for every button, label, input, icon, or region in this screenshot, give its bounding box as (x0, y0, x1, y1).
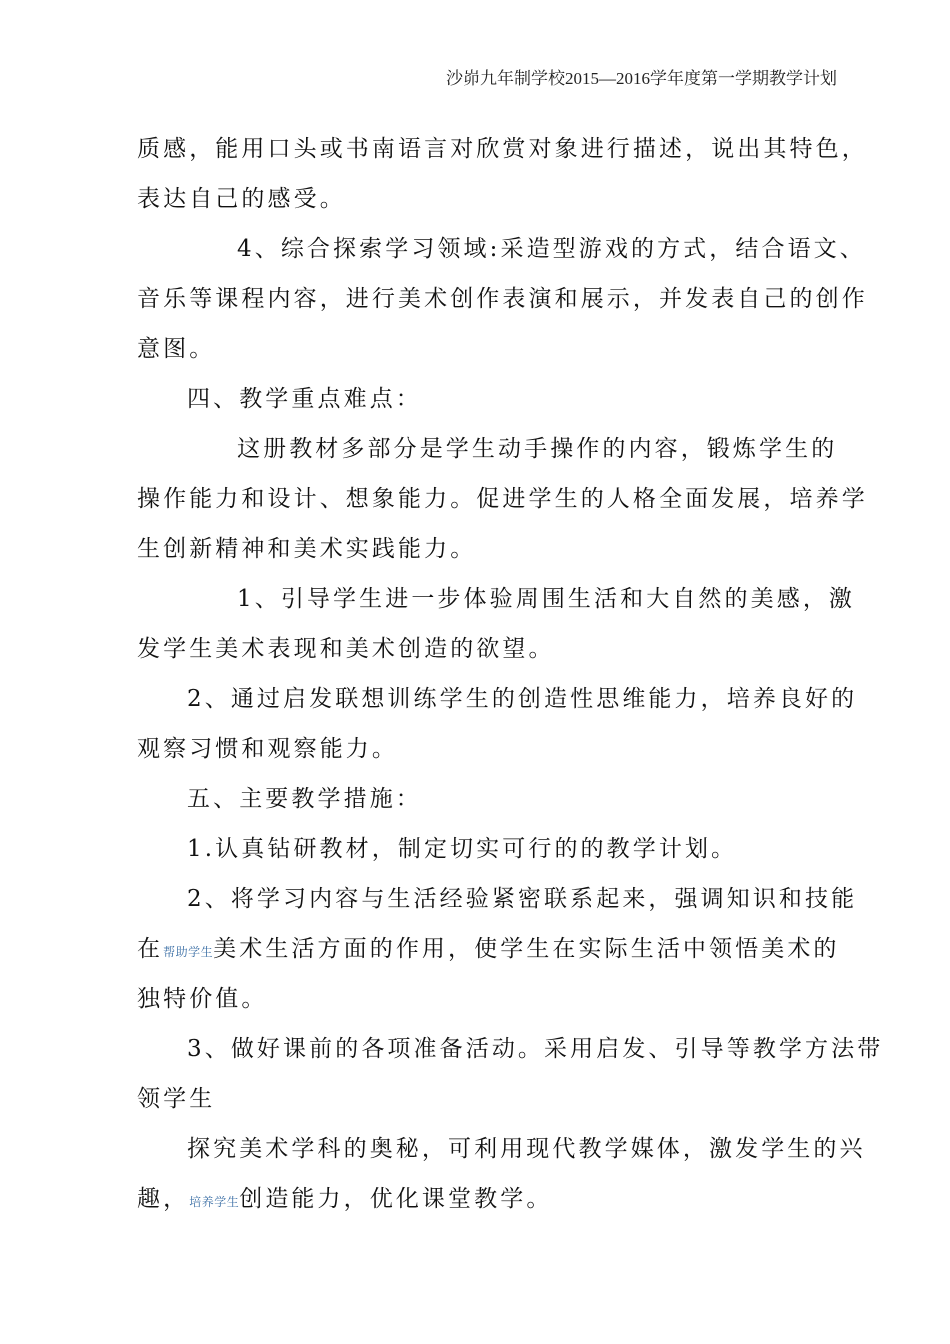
section-heading: 五、主要教学措施： (187, 786, 422, 812)
line-text: 创造能力，优化课堂教学。 (239, 1186, 553, 1212)
line-text: 趣， (137, 1186, 190, 1212)
body-line: 1.认真钻研教材，制定切实可行的的教学计划。 (187, 836, 738, 862)
body-line: 1、引导学生进一步体验周围生活和大自然的美感，激 (237, 586, 856, 612)
body-line: 发学生美术表现和美术创造的欲望。 (137, 636, 555, 662)
body-line: 领学生 (137, 1086, 216, 1112)
body-line: 2、将学习内容与生活经验紧密联系起来，强调知识和技能 (187, 886, 858, 912)
body-line: 表达自己的感受。 (137, 186, 346, 212)
body-line: 3、做好课前的各项准备活动。采用启发、引导等教学方法带 (187, 1036, 884, 1062)
inline-note: 培养学生 (189, 1195, 240, 1209)
line-text: 在 (137, 936, 164, 962)
body-line: 探究美术学科的奥秘，可利用现代教学媒体，激发学生的兴 (187, 1136, 866, 1162)
document-body (137, 124, 884, 1224)
inline-note: 帮助学生 (163, 945, 214, 959)
section-heading: 四、教学重点难点： (187, 386, 422, 412)
body-line: 质感，能用口头或书南语言对欣赏对象进行描述，说出其特色， (137, 136, 868, 162)
body-line: 生创新精神和美术实践能力。 (137, 536, 477, 562)
page-header: 沙峁九年制学校2015—2016学年度第一学期教学计划 (446, 69, 837, 88)
body-line: 独特价值。 (137, 986, 268, 1012)
body-line: 音乐等课程内容，进行美术创作表演和展示，并发表自己的创作 (137, 286, 868, 312)
body-line: 意图。 (137, 336, 216, 362)
body-line: 2、通过启发联想训练学生的创造性思维能力，培养良好的 (187, 686, 858, 712)
body-line (137, 924, 840, 974)
body-line: 这册教材多部分是学生动手操作的内容，锻炼学生的 (237, 436, 838, 462)
body-line: 观察习惯和观察能力。 (137, 736, 398, 762)
body-line: 操作能力和设计、想象能力。促进学生的人格全面发展，培养学 (137, 486, 868, 512)
line-text: 美术生活方面的作用，使学生在实际生活中领悟美术的 (213, 936, 840, 962)
body-line (137, 1174, 837, 1224)
body-line: 4、综合探索学习领域:采造型游戏的方式，结合语文、 (237, 236, 866, 262)
